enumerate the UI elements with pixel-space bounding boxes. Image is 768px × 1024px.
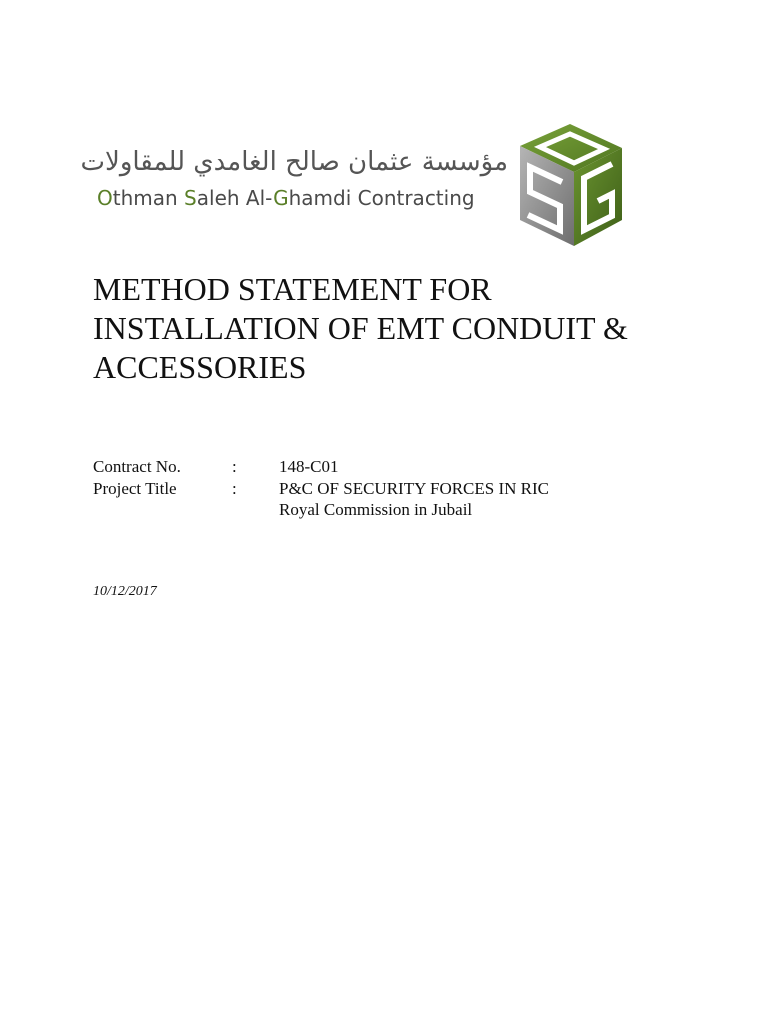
contract-colon: : — [232, 457, 237, 476]
document-date: 10/12/2017 — [93, 584, 157, 599]
company-name-english — [97, 185, 475, 211]
project-title-colon: : — [232, 478, 237, 498]
title-line: ACCESSORIES — [93, 349, 307, 385]
company-name-part: G — [273, 186, 289, 210]
project-title-value: P&C OF SECURITY FORCES IN RIC — [279, 478, 550, 498]
title-line: METHOD STATEMENT FOR — [93, 271, 492, 307]
document-title — [93, 270, 693, 387]
company-name-part: thman — [112, 186, 185, 210]
project-title-value-line2: Royal Commission in Jubail — [279, 500, 473, 519]
contract-value: 148-C01 — [279, 457, 339, 476]
company-name-part: O — [97, 186, 113, 210]
company-name-part: S — [184, 186, 197, 210]
project-title-label: Project Title — [93, 478, 177, 498]
osg-cube-logo-icon — [514, 120, 626, 248]
title-line: INSTALLATION OF EMT CONDUIT & — [93, 310, 628, 346]
company-logo-header — [80, 118, 634, 250]
contract-label: Contract No. — [93, 457, 181, 476]
company-name-arabic: مؤسسة عثمان صالح الغامدي للمقاولات — [80, 147, 508, 177]
company-name-part: hamdi Contracting — [288, 186, 475, 210]
company-name-part: aleh Al- — [196, 186, 274, 210]
